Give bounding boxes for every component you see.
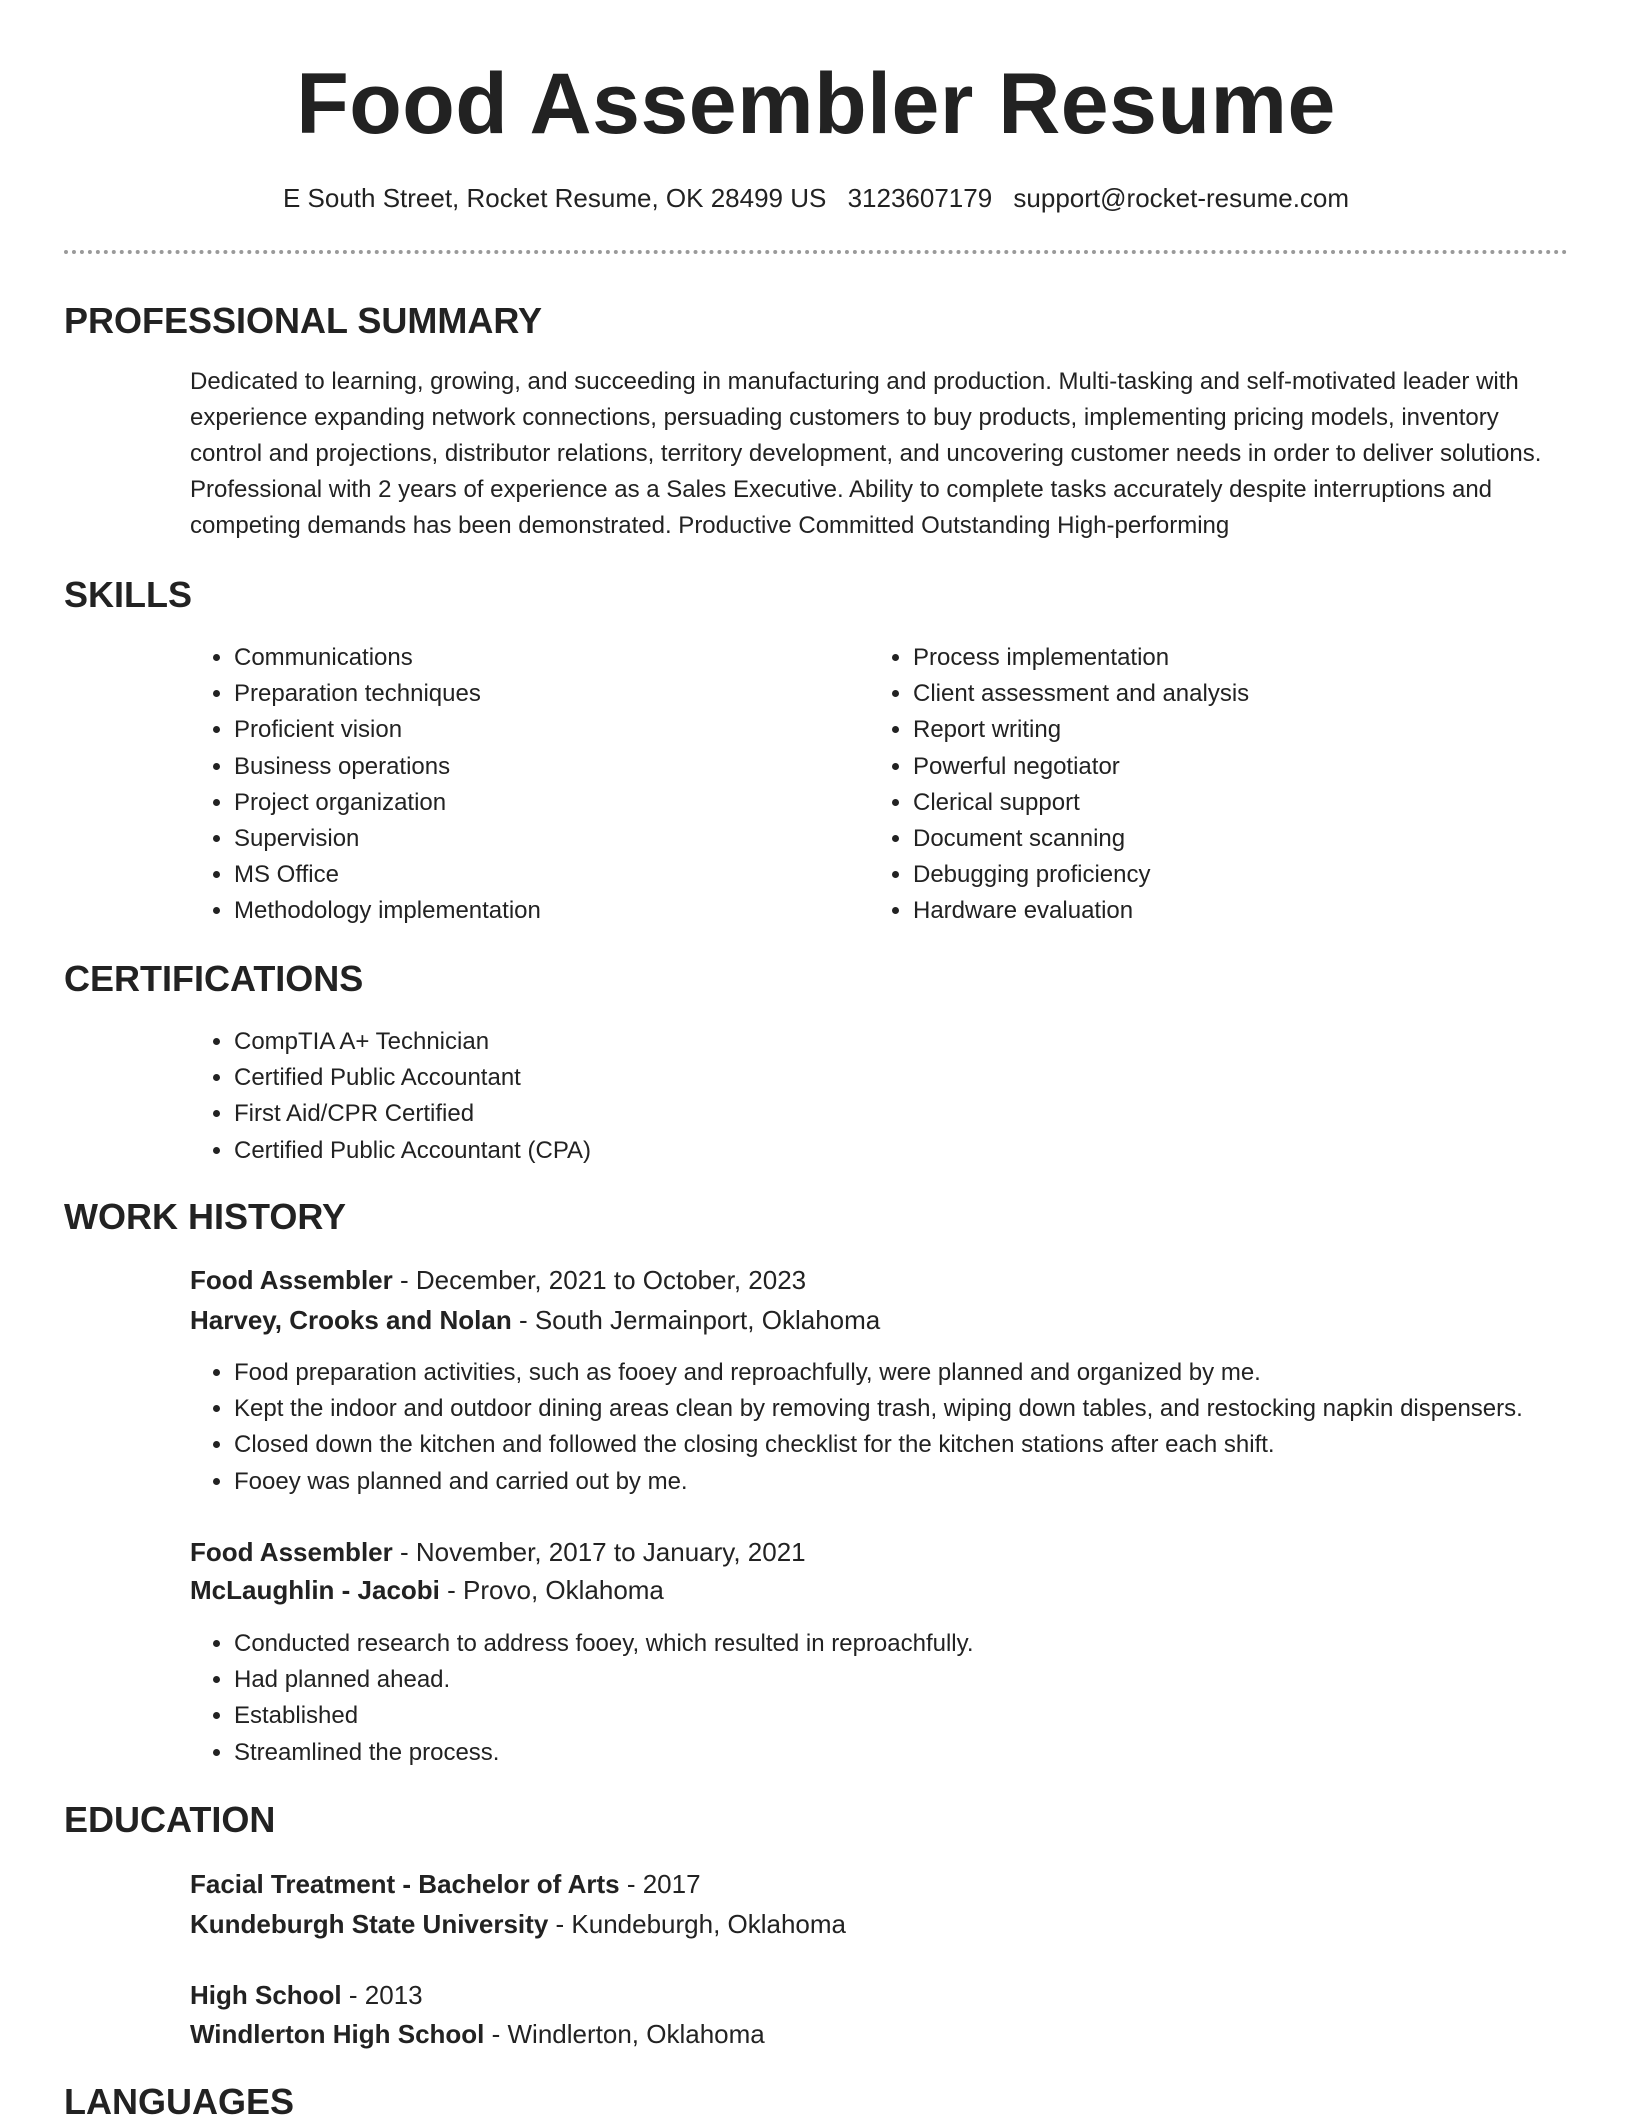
skill-item: • Document scanning: [913, 821, 1553, 857]
skill-item: • Debugging proficiency: [913, 857, 1553, 893]
job-title-line: [190, 1262, 806, 1298]
education-degree-line: [190, 1866, 701, 1902]
skill-item: • Powerful negotiator: [913, 749, 1553, 785]
education-school-line: [190, 1906, 846, 1942]
education-location: - Windlerton, Oklahoma: [484, 2019, 765, 2049]
contact-line: [0, 180, 1632, 216]
education-year: - 2017: [619, 1869, 701, 1899]
skills-list-left: [190, 640, 854, 930]
skill-item: • Supervision: [234, 821, 854, 857]
education-heading: EDUCATION: [64, 1799, 276, 1840]
job-company: Harvey, Crooks and Nolan: [190, 1305, 512, 1335]
job-dates: - December, 2021 to October, 2023: [392, 1265, 807, 1295]
job-dates: - November, 2017 to January, 2021: [392, 1537, 806, 1567]
skill-item: • Report writing: [913, 712, 1553, 748]
skill-item: • Business operations: [234, 749, 854, 785]
certifications-heading: CERTIFICATIONS: [64, 958, 364, 999]
contact-address: E South Street, Rocket Resume, OK 28499 US: [282, 183, 827, 213]
skill-item: • Proficient vision: [234, 712, 854, 748]
job-title: Food Assembler: [190, 1537, 393, 1567]
job-bullet: • Fooey was planned and carried out by me.: [234, 1464, 1632, 1500]
skill-item: • Methodology implementation: [234, 893, 854, 929]
certification-item: • CompTIA A+ Technician: [234, 1024, 1534, 1060]
job-bullet: • Streamlined the process.: [234, 1735, 1534, 1771]
skill-item: • Preparation techniques: [234, 676, 854, 712]
job-company: McLaughlin - Jacobi: [190, 1575, 440, 1605]
education-location: - Kundeburgh, Oklahoma: [548, 1909, 847, 1939]
job-bullet: • Had planned ahead.: [234, 1662, 1534, 1698]
job-bullet: • Established: [234, 1698, 1534, 1734]
contact-email: support@rocket-resume.com: [1013, 183, 1350, 213]
job-bullet: • Closed down the kitchen and followed the closing checklist for the kitchen stations after each shift.: [234, 1427, 1632, 1463]
languages-heading: LANGUAGES: [64, 2081, 295, 2122]
education-degree: Facial Treatment - Bachelor of Arts: [190, 1869, 620, 1899]
skill-item: • Communications: [234, 640, 854, 676]
job-bullet: • Conducted research to address fooey, which resulted in reproachfully.: [234, 1626, 1534, 1662]
skill-item: • Client assessment and analysis: [913, 676, 1553, 712]
header-divider: [64, 250, 1568, 254]
summary-text: Dedicated to learning, growing, and succeeding in manufacturing and production. Multi-tasking and self-motivated leader with experience expanding network connections, persuading customers to buy products, implementing pricing models, inventory control and projections, distributor relations, territory development, and uncovering customer needs in order to deliver solutions. Professional with 2 years of experience as a Sales Executive. Ability to complete tasks accurately despite interruptions and competing demands has been demonstrated. Productive Committed Outstanding High-performing: [190, 368, 1542, 539]
skill-item: • Process implementation: [913, 640, 1553, 676]
resume-title: Food Assembler Resume: [296, 56, 1336, 152]
education-degree-line: [190, 1977, 423, 2013]
certifications-list: [190, 1024, 1534, 1169]
education-school: Kundeburgh State University: [190, 1909, 549, 1939]
education-school-line: [190, 2016, 765, 2052]
job-title: Food Assembler: [190, 1265, 393, 1295]
job-company-line: [190, 1572, 664, 1608]
summary-heading: PROFESSIONAL SUMMARY: [64, 300, 543, 341]
job-location: - Provo, Oklahoma: [439, 1575, 664, 1605]
job-location: - South Jermainport, Oklahoma: [511, 1305, 881, 1335]
education-degree: High School: [190, 1980, 342, 2010]
job-bullet: • Food preparation activities, such as fooey and reproachfully, were planned and organized by me.: [234, 1355, 1632, 1391]
skills-list-right: [869, 640, 1553, 930]
job-title-line: [190, 1534, 806, 1570]
skill-item: • Project organization: [234, 785, 854, 821]
skills-heading: SKILLS: [64, 574, 193, 615]
work-history-heading: WORK HISTORY: [64, 1196, 347, 1237]
education-school: Windlerton High School: [190, 2019, 485, 2049]
certification-item: • Certified Public Accountant: [234, 1060, 1534, 1096]
job-bullet: • Kept the indoor and outdoor dining areas clean by removing trash, wiping down tables, and restocking napkin dispensers.: [234, 1391, 1632, 1427]
job-bullets: [190, 1355, 1632, 1500]
education-year: - 2013: [341, 1980, 423, 2010]
job-company-line: [190, 1302, 880, 1338]
skill-item: • Hardware evaluation: [913, 893, 1553, 929]
skill-item: • MS Office: [234, 857, 854, 893]
job-bullets: [190, 1626, 1534, 1771]
certification-item: • Certified Public Accountant (CPA): [234, 1133, 1534, 1169]
skill-item: • Clerical support: [913, 785, 1553, 821]
certification-item: • First Aid/CPR Certified: [234, 1096, 1534, 1132]
contact-phone: 3123607179: [847, 183, 993, 213]
